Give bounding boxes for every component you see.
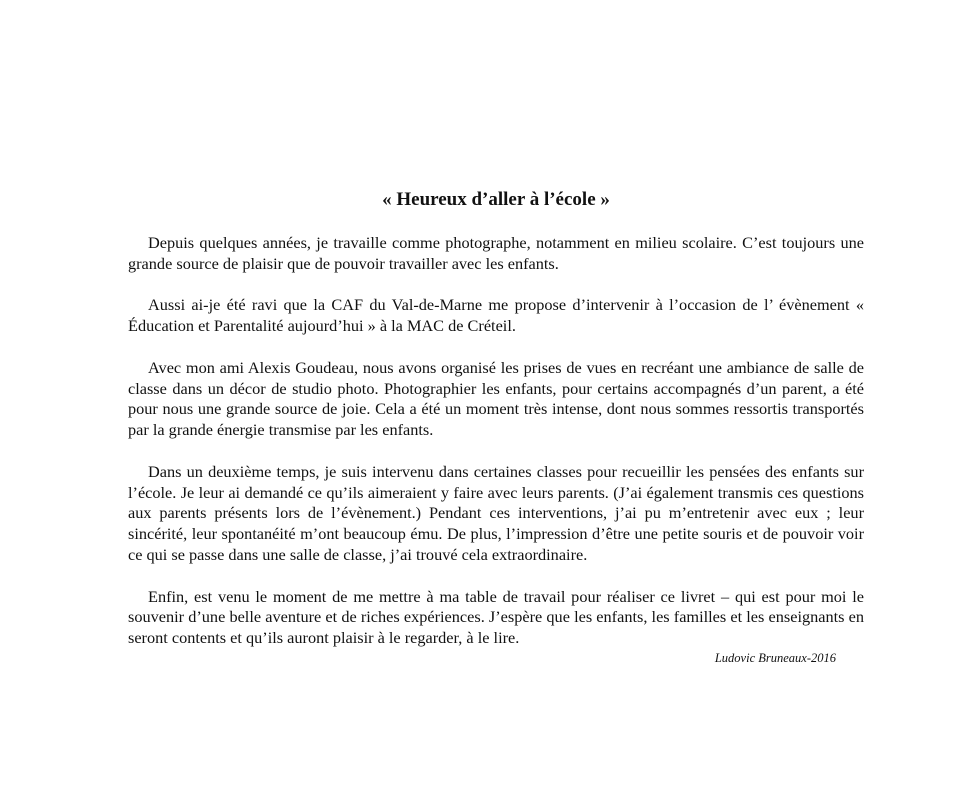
paragraph-5: Enfin, est venu le moment de me mettre à ma table de travail pour réaliser ce livret – qui est pour moi le souvenir d’une belle aventure et de riches expériences. J’espère que les enfants, les familles et les enseignants en seront contents et qu’ils auront plaisir à le regarder, à le lire. <box>128 586 864 648</box>
paragraph-1: Depuis quelques années, je travaille comme photographe, notamment en milieu scolaire. C’est toujours une grande source de plaisir que de pouvoir travailler avec les enfants. <box>128 233 864 273</box>
paragraph-2: Aussi ai-je été ravi que la CAF du Val-de-Marne me propose d’intervenir à l’occasion de l’ évènement « Éducation et Parentalité aujourd’hui » à la MAC de Créteil. <box>128 295 864 336</box>
document-page <box>128 186 864 667</box>
document-title: « Heureux d’aller à l’école » <box>382 189 610 210</box>
author-signature: Ludovic Bruneaux-2016 <box>714 650 836 665</box>
paragraph-3: Avec mon ami Alexis Goudeau, nous avons organisé les prises de vues en recréant une ambiance de salle de classe dans un décor de studio photo. Photographier les enfants, pour certains accompagnés d’un parent, a été pour nous une grande source de joie. Cela a été un moment très intense, dont nous sommes ressortis transportés par la grande énergie transmise par les enfants. <box>128 357 864 440</box>
paragraph-4: Dans un deuxième temps, je suis intervenu dans certaines classes pour recueillir les pensées des enfants sur l’école. Je leur ai demandé ce qu’ils aimeraient y faire avec leurs parents. (J’ai également transmis ces questions aux parents présents lors de l’évènement.) Pendant ces interventions, j’ai pu m’entretenir avec eux ; leur sincérité, leur spontanéité m’ont beaucoup ému. De plus, l’impression d’être une petite souris et de pouvoir voir ce qui se passe dans une salle de classe, j’ai trouvé cela extraordinaire. <box>128 461 864 564</box>
